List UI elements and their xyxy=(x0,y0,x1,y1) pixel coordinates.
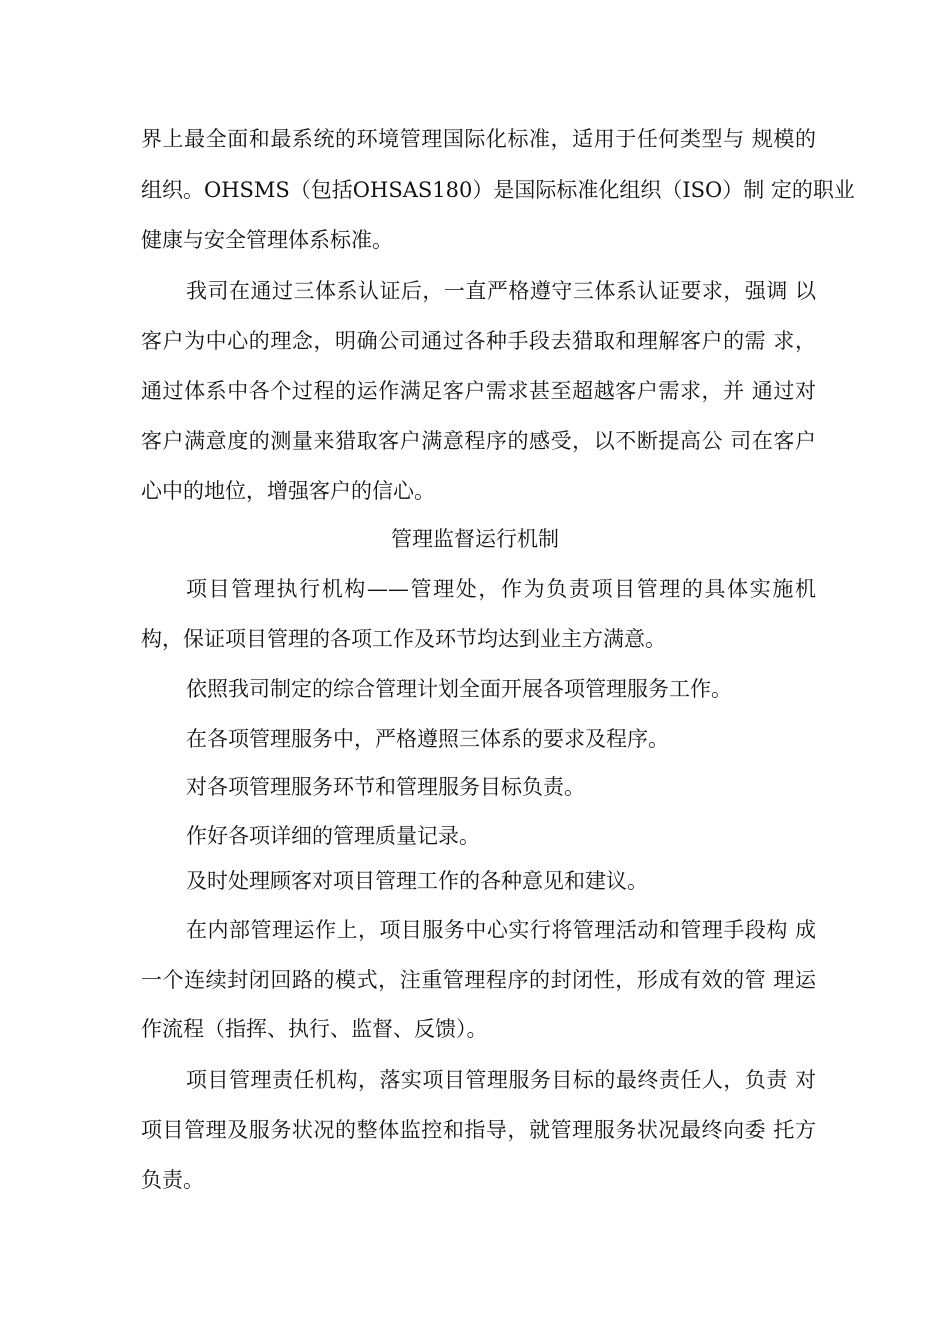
list-item: 作好各项详细的管理质量记录。 xyxy=(186,824,480,848)
text-line: 项目管理执行机构——管理处，作为负责项目管理的具体实施机 xyxy=(186,577,816,601)
text-line: 客户满意度的测量来猎取客户满意程序的感受，以不断提高公 司在客户 xyxy=(141,429,816,453)
text-line: 客户为中心的理念，明确公司通过各种手段去猎取和理解客户的需 求， xyxy=(141,329,816,353)
text-line: 项目管理责任机构，落实项目管理服务目标的最终责任人，负责 对 xyxy=(186,1068,816,1092)
text-line: 心中的地位，增强客户的信心。 xyxy=(141,479,435,503)
list-item: 对各项管理服务环节和管理服务目标负责。 xyxy=(186,775,585,799)
text-line: 界上最全面和最系统的环境管理国际化标准，适用于任何类型与 规模的 xyxy=(141,127,816,151)
text-line: 在内部管理运作上，项目服务中心实行将管理活动和管理手段构 成 xyxy=(186,918,816,942)
text-line: 项目管理及服务状况的整体监控和指导，就管理服务状况最终向委 托方 xyxy=(141,1118,816,1142)
list-item: 依照我司制定的综合管理计划全面开展各项管理服务工作。 xyxy=(186,677,732,701)
list-item: 及时处理顾客对项目管理工作的各种意见和建议。 xyxy=(186,869,648,893)
section-heading: 管理监督运行机制 xyxy=(391,527,559,551)
text-line: 健康与安全管理体系标准。 xyxy=(141,228,393,252)
text-line: 一个连续封闭回路的模式，注重管理程序的封闭性，形成有效的管 理运 xyxy=(141,968,816,992)
text-line: 组织。OHSMS（包括OHSAS180）是国际标准化组织（ISO）制 定的职业 xyxy=(141,178,855,202)
text-line: 构，保证项目管理的各项工作及环节均达到业主方满意。 xyxy=(141,627,666,651)
text-line: 通过体系中各个过程的运作满足客户需求甚至超越客户需求，并 通过对 xyxy=(141,379,816,403)
list-item: 在各项管理服务中，严格遵照三体系的要求及程序。 xyxy=(186,727,669,751)
text-line: 我司在通过三体系认证后，一直严格遵守三体系认证要求，强调 以 xyxy=(186,279,816,303)
text-line: 作流程（指挥、执行、监督、反馈）。 xyxy=(141,1017,488,1041)
text-line: 负责。 xyxy=(141,1168,204,1192)
